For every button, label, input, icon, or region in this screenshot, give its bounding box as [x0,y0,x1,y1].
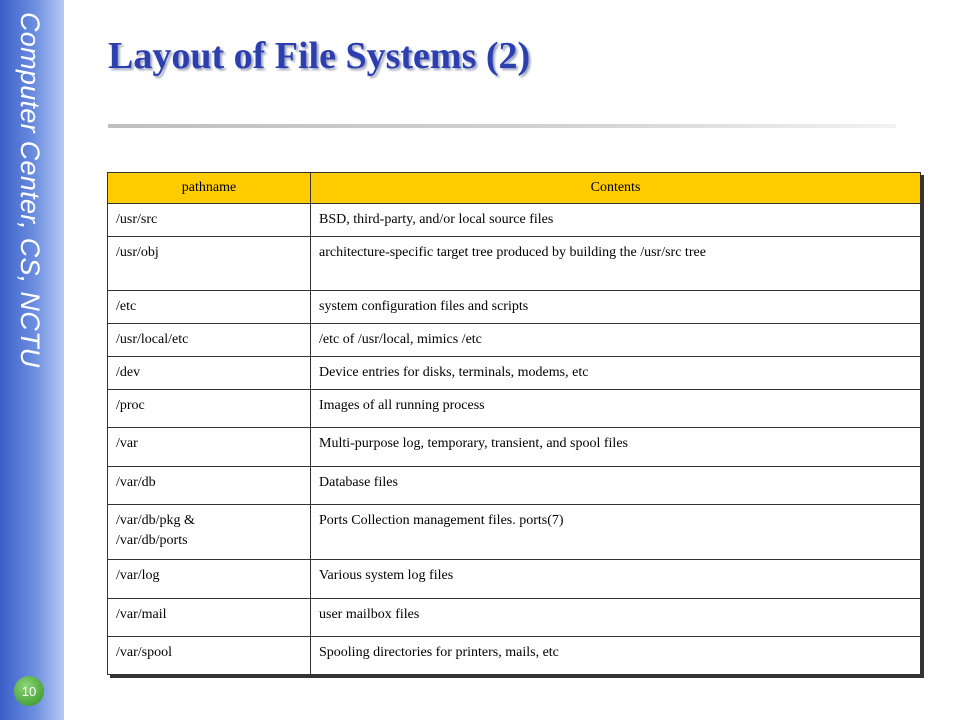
header-contents: Contents [311,173,921,204]
row-contents: Ports Collection management files. ports(7) [311,505,921,560]
row-contents: Multi-purpose log, temporary, transient, and spool files [311,428,921,467]
row-contents: BSD, third-party, and/or local source files [311,204,921,237]
table-row [108,560,921,599]
title-divider [108,124,896,128]
row-path: /usr/local/etc [108,324,311,357]
row-path: /var/db [108,467,311,505]
table-row [108,428,921,467]
row-contents: Device entries for disks, terminals, modems, etc [311,357,921,390]
table-row [108,390,921,428]
row-path: /dev [108,357,311,390]
table-row [108,505,921,560]
table-header-row [108,173,921,204]
row-path: /var/db/pkg & /var/db/ports [108,505,311,560]
table-row [108,637,921,675]
table-row [108,204,921,237]
row-contents: Images of all running process [311,390,921,428]
slide-title: Layout of File Systems (2) [108,35,531,77]
row-contents: Various system log files [311,560,921,599]
sidebar-band [0,0,64,720]
row-path: /etc [108,291,311,324]
table-row [108,291,921,324]
row-path: /proc [108,390,311,428]
row-path: /usr/obj [108,237,311,291]
filesystem-layout-table [107,172,921,675]
header-pathname: pathname [108,173,311,204]
page-number-badge: 10 [14,676,44,706]
table-row [108,324,921,357]
row-path: /var/log [108,560,311,599]
table-row [108,599,921,637]
row-path: /var/spool [108,637,311,675]
row-contents: Database files [311,467,921,505]
row-path: /var [108,428,311,467]
row-contents: system configuration files and scripts [311,291,921,324]
table-row [108,467,921,505]
sidebar-org-label: Computer Center, CS, NCTU [15,12,45,368]
table-row [108,237,921,291]
row-contents: Spooling directories for printers, mails, etc [311,637,921,675]
row-contents: architecture-specific target tree produced by building the /usr/src tree [311,237,921,291]
row-contents: user mailbox files [311,599,921,637]
row-path: /usr/src [108,204,311,237]
table-row [108,357,921,390]
row-path: /var/mail [108,599,311,637]
row-contents: /etc of /usr/local, mimics /etc [311,324,921,357]
